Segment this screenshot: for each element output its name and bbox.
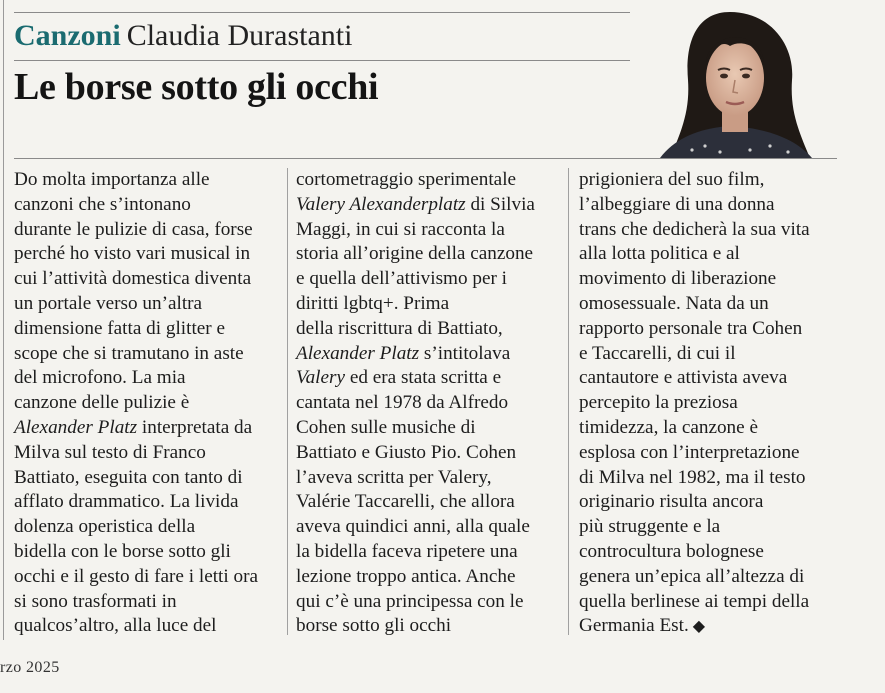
- text-run: prigioniera del suo film,: [579, 169, 765, 190]
- text-run: timidezza, la canzone è: [579, 416, 758, 438]
- body-text-line: [579, 416, 810, 441]
- body-text-line: [296, 515, 535, 540]
- body-text-line: [296, 590, 535, 615]
- text-run: Do molta importanza alle: [14, 169, 210, 190]
- body-text-line: [579, 614, 810, 639]
- text-run: qui c’è una principessa con le: [296, 590, 524, 612]
- text-run: alla lotta politica e al: [579, 243, 740, 265]
- page-gutter-rule: [3, 0, 4, 640]
- text-run: di Milva nel 1982, ma il testo: [579, 466, 806, 488]
- text-run: occhi e il gesto di fare i letti ora: [14, 565, 259, 587]
- body-text-line: [579, 540, 810, 565]
- text-run: canzone delle pulizie è: [14, 392, 190, 414]
- body-text-line: [296, 317, 535, 342]
- column-divider-1: [287, 168, 288, 635]
- text-run: cui l’attività domestica diventa: [14, 268, 252, 290]
- body-text-line: [296, 391, 535, 416]
- text-run: si sono trasformati in: [14, 590, 177, 612]
- text-column-1: [14, 168, 258, 639]
- body-text-line: [296, 490, 535, 515]
- body-text-line: [14, 590, 258, 615]
- text-run: dolenza operistica della: [14, 516, 196, 538]
- text-run: scope che si tramutano in aste: [14, 342, 244, 364]
- text-run: movimento di liberazione: [579, 268, 777, 290]
- text-run: Battiato, eseguita con tanto di: [14, 466, 243, 488]
- text-run: un portale verso un’altra: [14, 292, 203, 314]
- text-run: trans che dedicherà la sua vita: [579, 218, 810, 240]
- body-text-line: [296, 218, 535, 243]
- body-text-line: [14, 391, 258, 416]
- body-text-line: [296, 168, 535, 193]
- body-text-line: [14, 267, 258, 292]
- text-run: e Taccarelli, di cui il: [579, 342, 736, 364]
- body-text-line: [14, 490, 258, 515]
- italic-title-text: Valery Alexanderplatz: [296, 193, 466, 215]
- body-text-line: [14, 317, 258, 342]
- body-text-line: [14, 614, 258, 639]
- body-text-line: [579, 441, 810, 466]
- body-text-line: [579, 590, 810, 615]
- body-text-line: [579, 242, 810, 267]
- text-run: interpretata da: [137, 416, 253, 438]
- text-run: Germania Est.: [579, 615, 689, 637]
- header-bottom-rule: [14, 158, 837, 159]
- text-run: del microfono. La mia: [14, 367, 186, 389]
- text-run: l’aveva scritta per Valery,: [296, 466, 492, 488]
- body-text-line: [296, 614, 535, 639]
- article-title: Le borse sotto gli occhi: [14, 66, 379, 108]
- page-footer-date: rzo 2025: [0, 659, 60, 676]
- body-text-line: [296, 366, 535, 391]
- body-text-line: [14, 441, 258, 466]
- text-run: Battiato e Giusto Pio. Cohen: [296, 441, 517, 463]
- text-run: Cohen sulle musiche di: [296, 416, 476, 438]
- body-text-line: [14, 515, 258, 540]
- body-text-line: [579, 391, 810, 416]
- text-run: rapporto personale tra Cohen: [579, 317, 803, 339]
- body-text-line: [579, 193, 810, 218]
- body-text-line: [14, 218, 258, 243]
- text-run: Milva sul testo di Franco: [14, 441, 206, 463]
- text-run: ed era stata scritta e: [345, 367, 502, 389]
- author-portrait: [630, 0, 840, 158]
- text-run: Maggi, in cui si racconta la: [296, 218, 505, 240]
- text-run: cantautore e attivista aveva: [579, 367, 788, 389]
- rubric-label: Canzoni: [14, 19, 121, 52]
- body-text-line: [579, 515, 810, 540]
- text-run: perché ho visto vari musical in: [14, 243, 251, 265]
- body-text-line: [579, 267, 810, 292]
- body-text-line: [14, 168, 258, 193]
- italic-title-text: Alexander Platz: [14, 416, 138, 438]
- text-run: dimensione fatta di glitter e: [14, 317, 225, 339]
- text-column-2: [296, 168, 535, 639]
- text-run: canzoni che s’intonano: [14, 193, 191, 215]
- text-run: s’intitolava: [419, 342, 511, 364]
- body-text-line: [296, 540, 535, 565]
- text-run: di Silvia: [465, 193, 535, 215]
- text-run: genera un’epica all’altezza di: [579, 565, 805, 587]
- body-text-line: [579, 366, 810, 391]
- text-run: omosessuale. Nata da un: [579, 292, 769, 314]
- column-divider-2: [568, 168, 569, 635]
- body-text-line: [296, 565, 535, 590]
- text-run: originario risulta ancora: [579, 491, 764, 513]
- text-run: quella berlinese ai tempi della: [579, 590, 810, 612]
- body-text-line: [579, 168, 810, 193]
- body-text-line: [14, 292, 258, 317]
- text-run: e quella dell’attivismo per i: [296, 268, 507, 290]
- body-text-line: [14, 342, 258, 367]
- text-run: aveva quindici anni, alla quale: [296, 516, 530, 538]
- body-text-line: [14, 242, 258, 267]
- italic-title-text: Valery: [296, 367, 346, 389]
- body-text-line: [579, 218, 810, 243]
- text-run: cortometraggio sperimentale: [296, 169, 517, 190]
- body-text-line: [579, 466, 810, 491]
- body-text-line: [296, 292, 535, 317]
- body-text-line: [296, 441, 535, 466]
- text-run: più struggente e la: [579, 516, 721, 538]
- text-run: lezione troppo antica. Anche: [296, 565, 516, 587]
- text-run: l’albeggiare di una donna: [579, 193, 775, 215]
- body-text-line: [14, 366, 258, 391]
- italic-title-text: Alexander Platz: [296, 342, 420, 364]
- text-run: diritti lgbtq+. Prima: [296, 292, 450, 314]
- body-text-line: [14, 466, 258, 491]
- body-text-line: [296, 416, 535, 441]
- body-text-line: [579, 292, 810, 317]
- text-run: bidella con le borse sotto gli: [14, 540, 231, 562]
- text-run: cantata nel 1978 da Alfredo: [296, 392, 509, 414]
- body-text-line: [579, 565, 810, 590]
- body-text-line: [14, 416, 258, 441]
- text-run: controcultura bolognese: [579, 540, 764, 562]
- body-text-line: [14, 193, 258, 218]
- text-run: della riscrittura di Battiato,: [296, 317, 503, 339]
- text-run: esplosa con l’interpretazione: [579, 441, 800, 463]
- body-text-line: [579, 342, 810, 367]
- body-text-line: [579, 317, 810, 342]
- body-text-line: [296, 242, 535, 267]
- text-run: Valérie Taccarelli, che allora: [296, 491, 515, 513]
- body-text-line: [14, 540, 258, 565]
- text-run: storia all’origine della canzone: [296, 243, 534, 265]
- body-text-line: [579, 490, 810, 515]
- text-column-3: [579, 168, 810, 639]
- text-run: afflato drammatico. La livida: [14, 491, 239, 513]
- text-run: la bidella faceva ripetere una: [296, 540, 518, 562]
- body-text-line: [14, 565, 258, 590]
- column-kicker: [14, 16, 352, 56]
- text-run: borse sotto gli occhi: [296, 615, 452, 637]
- text-run: qualcos’altro, alla luce del: [14, 615, 217, 637]
- body-text-line: [296, 466, 535, 491]
- diamond-end-mark-icon: ◆: [692, 618, 706, 636]
- text-run: percepito la preziosa: [579, 392, 738, 414]
- text-run: durante le pulizie di casa, forse: [14, 218, 253, 240]
- author-name: Claudia Durastanti: [126, 19, 353, 52]
- body-text-line: [296, 267, 535, 292]
- body-text-line: [296, 342, 535, 367]
- body-text-line: [296, 193, 535, 218]
